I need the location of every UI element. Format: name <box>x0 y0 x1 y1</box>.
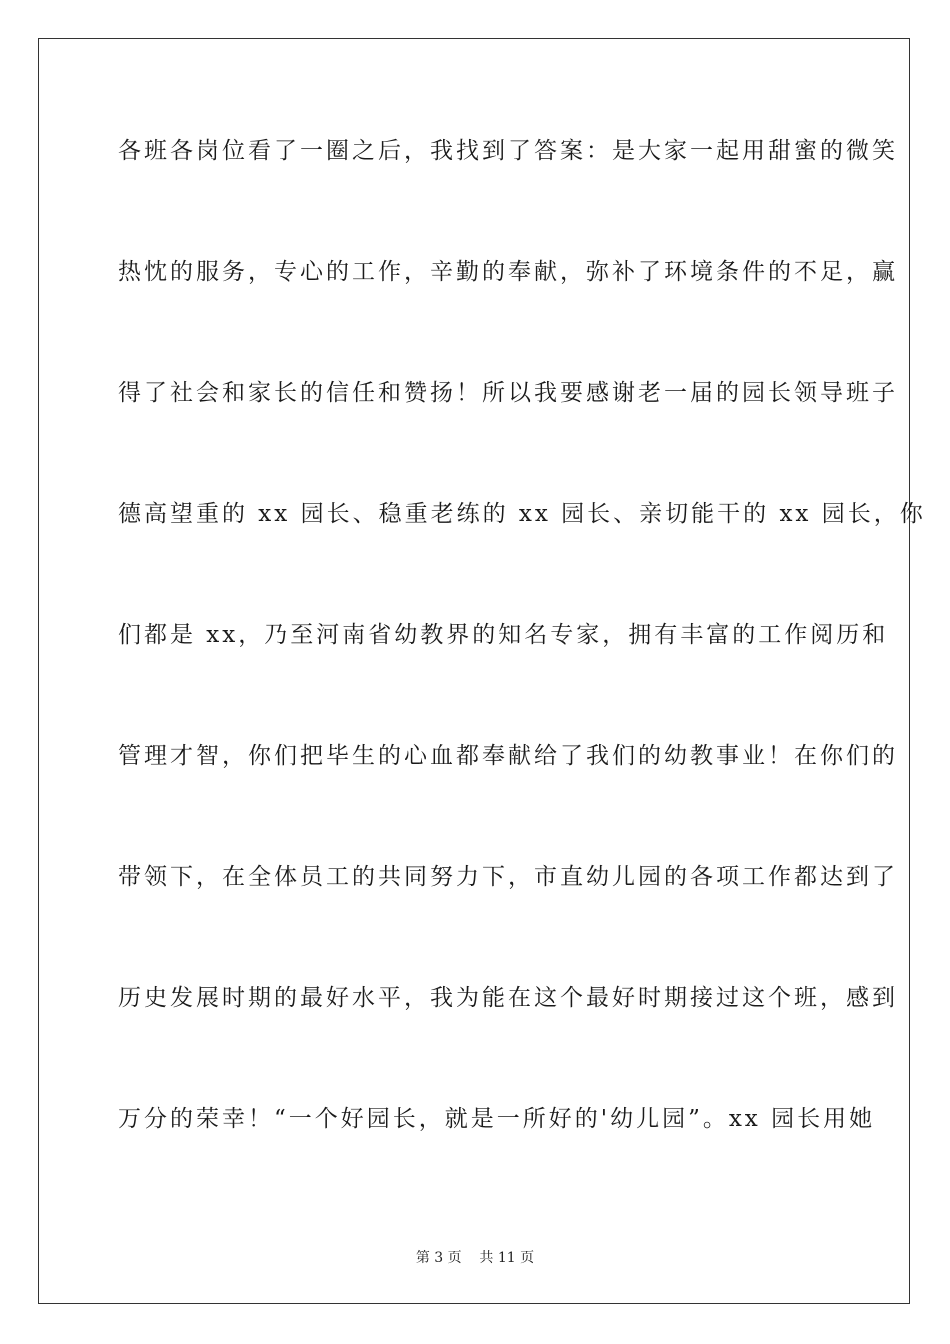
text-line: 德高望重的 xx 园长、稳重老练的 xx 园长、亲切能干的 xx 园长，你 <box>118 501 926 527</box>
text-line: 历史发展时期的最好水平，我为能在这个最好时期接过这个班，感到 <box>118 985 898 1011</box>
page-number-footer: 第 3 页 共 11 页 <box>415 1250 535 1266</box>
text-line: 万分的荣幸！“一个好园长，就是一所好的'幼儿园”。xx 园长用她 <box>118 1106 876 1132</box>
text-line: 管理才智，你们把毕生的心血都奉献给了我们的幼教事业！在你们的 <box>118 743 898 769</box>
text-line: 们都是 xx，乃至河南省幼教界的知名专家，拥有丰富的工作阅历和 <box>118 622 889 648</box>
text-line: 带领下，在全体员工的共同努力下，市直幼儿园的各项工作都达到了 <box>118 864 898 890</box>
text-line: 热忱的服务，专心的工作，辛勤的奉献，弥补了环境条件的不足，赢 <box>118 259 898 285</box>
body-text <box>118 128 926 1217</box>
text-line: 各班各岗位看了一圈之后，我找到了答案：是大家一起用甜蜜的微笑 <box>118 138 898 164</box>
text-line: 得了社会和家长的信任和赞扬！所以我要感谢老一届的园长领导班子 <box>118 380 898 406</box>
